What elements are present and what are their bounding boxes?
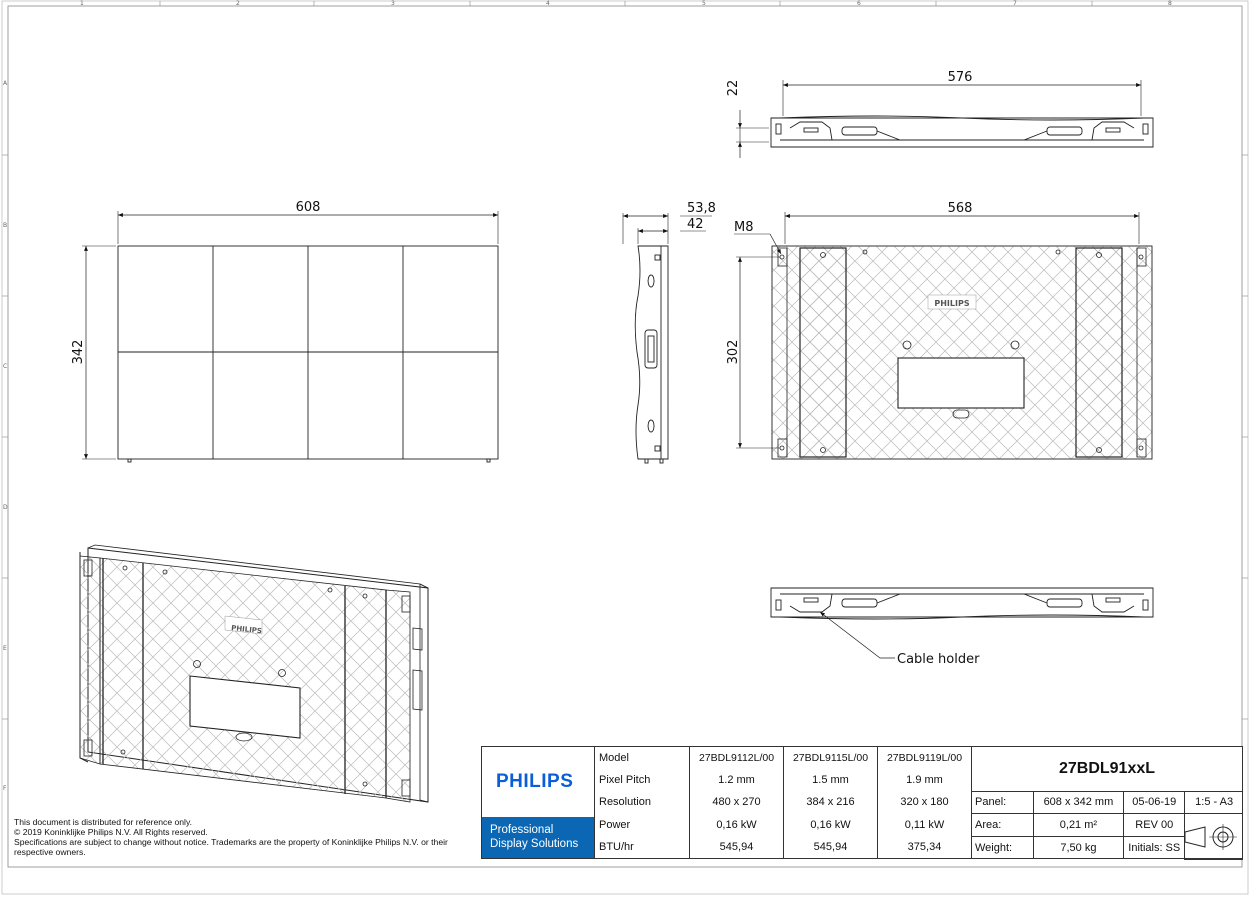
disclaimer	[14, 817, 474, 857]
spec-value: 1.2 mm	[690, 769, 784, 791]
spec-label: Pixel Pitch	[595, 769, 690, 791]
table-row	[595, 769, 972, 791]
projection-symbol-icon	[1181, 822, 1239, 852]
info-revision: REV 00	[1124, 814, 1185, 837]
info-scale: 1:5 - A3	[1185, 791, 1243, 814]
dim-side-depth-inner: 42	[687, 217, 704, 232]
row-label: B	[3, 222, 8, 229]
col-label: 2	[236, 0, 240, 7]
row-label: C	[3, 363, 8, 370]
spec-value: 27BDL9115L/00	[784, 747, 878, 769]
iso-logo: PHILIPS	[230, 624, 263, 636]
dim-front-height: 342	[71, 339, 86, 365]
col-label: 1	[80, 0, 84, 7]
model-info	[971, 747, 1243, 858]
col-label: 3	[391, 0, 395, 7]
info-initials: Initials: SS	[1124, 837, 1185, 860]
spec-value: 375,34	[878, 836, 972, 858]
spec-value: 0,16 kW	[690, 814, 784, 836]
top-view	[736, 80, 1153, 158]
table-row	[595, 814, 972, 836]
dim-side-depth: 53,8	[687, 201, 716, 216]
info-label: Area:	[971, 814, 1033, 837]
division-banner	[482, 817, 594, 858]
col-label: 4	[546, 0, 550, 7]
division-line: Professional	[490, 824, 554, 836]
spec-value: 0,16 kW	[784, 814, 878, 836]
spec-value: 27BDL9112L/00	[690, 747, 784, 769]
disclaimer-line: © 2019 Koninklijke Philips N.V. All Rights reserved.	[14, 827, 208, 837]
spec-value: 384 x 216	[784, 791, 878, 813]
spec-label: Model	[595, 747, 690, 769]
disclaimer-line: This document is distributed for reference only.	[14, 817, 193, 827]
info-label: Panel:	[971, 791, 1033, 814]
row-label: D	[3, 504, 8, 511]
side-view	[623, 213, 712, 463]
front-view	[82, 211, 498, 462]
col-label: 7	[1013, 0, 1017, 7]
spec-label: BTU/hr	[595, 836, 690, 858]
cable-holder-label: Cable holder	[897, 652, 980, 667]
table-row	[971, 791, 1243, 814]
spec-value: 27BDL9119L/00	[878, 747, 972, 769]
brand-wordmark: PHILIPS	[496, 771, 574, 792]
col-label: 6	[857, 0, 861, 7]
back-logo: PHILIPS	[934, 299, 970, 308]
row-label: E	[3, 645, 7, 652]
info-value: 0,21 m²	[1033, 814, 1124, 837]
spec-value: 1.9 mm	[878, 769, 972, 791]
dim-top-depth: 22	[726, 79, 741, 97]
isometric-view	[80, 545, 428, 802]
dim-thread: M8	[734, 220, 754, 235]
info-value: 7,50 kg	[1033, 837, 1124, 860]
spec-table	[595, 747, 972, 858]
col-label: 8	[1168, 0, 1172, 7]
company-logo	[482, 747, 595, 858]
table-row	[595, 747, 972, 769]
spec-value: 545,94	[784, 836, 878, 858]
spec-label: Power	[595, 814, 690, 836]
spec-label: Resolution	[595, 791, 690, 813]
disclaimer-line: Specifications are subject to change without notice. Trademarks are the property of Koninklijke Philips N.V. or their respective owners.	[14, 837, 448, 857]
row-label: A	[3, 80, 8, 87]
spec-value: 480 x 270	[690, 791, 784, 813]
table-row	[595, 791, 972, 813]
spec-value: 1.5 mm	[784, 769, 878, 791]
model-name: 27BDL91xxL	[971, 747, 1243, 792]
division-line: Display Solutions	[490, 838, 579, 850]
row-label: F	[3, 785, 7, 792]
table-row	[595, 836, 972, 858]
info-value: 608 x 342 mm	[1033, 791, 1124, 814]
dim-back-width: 568	[947, 201, 973, 216]
info-label: Weight:	[971, 837, 1033, 860]
dim-front-width: 608	[295, 200, 321, 215]
dim-back-height: 302	[726, 339, 741, 365]
back-view	[734, 212, 1152, 459]
dim-top-width: 576	[947, 70, 973, 85]
title-block	[481, 746, 1243, 859]
bottom-view	[771, 588, 1153, 658]
col-label: 5	[702, 0, 706, 7]
spec-value: 320 x 180	[878, 791, 972, 813]
info-date: 05-06-19	[1124, 791, 1185, 814]
spec-value: 0,11 kW	[878, 814, 972, 836]
spec-value: 545,94	[690, 836, 784, 858]
